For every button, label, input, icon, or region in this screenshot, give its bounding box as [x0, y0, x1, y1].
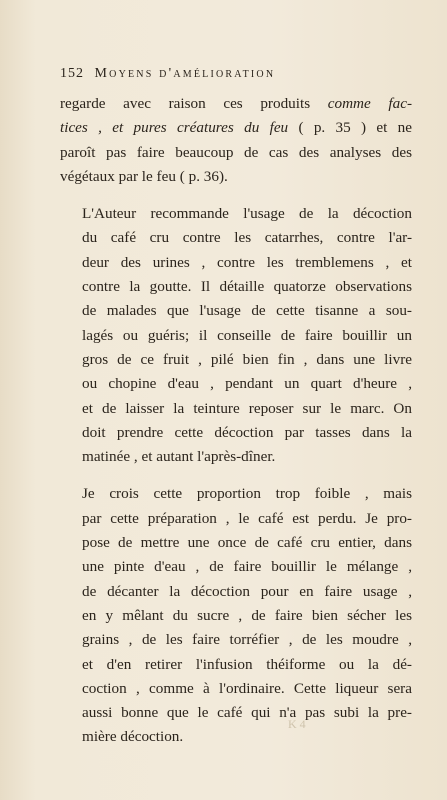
text-line: grains , de les faire torréfier , de les moudre , [82, 631, 412, 649]
text-line: pose de mettre une once de café cru entier, dans [82, 534, 412, 552]
text-line: et d'en retirer l'infusion théiforme ou la dé- [82, 655, 412, 673]
paragraph-3 [60, 482, 412, 749]
text-line: L'Auteur recommande l'usage de la décoction [82, 205, 412, 223]
body-text [60, 92, 412, 750]
text-line: doit prendre cette décoction par tasses dans la [82, 423, 412, 441]
text-line: en y mêlant du sucre , de faire bien sécher les [82, 606, 412, 624]
text-line: matinée , et autant l'après-dîner. [82, 448, 276, 466]
page-number: 152 [60, 66, 84, 81]
text-line: ou chopine d'eau , pendant un quart d'heure , [82, 375, 412, 393]
text-line: du café cru contre les catarrhes, contre l'ar- [82, 229, 412, 247]
italic-phrase: comme fac- [327, 95, 412, 112]
text-line: mière décoction. [82, 728, 184, 746]
text-line: tices , et pures créatures du feu ( p. 35 ) et ne [60, 119, 412, 137]
text-line: de malades que l'usage de cette tisanne a sou- [82, 302, 412, 320]
paragraph-2 [60, 202, 412, 469]
text-line: coction , comme à l'ordinaire. Cette liqueur sera [82, 679, 412, 697]
text-line: végétaux par le feu ( p. 36). [60, 167, 228, 185]
text-line: contre la goutte. Il détaille quatorze observations [82, 278, 412, 296]
text-line: deur des urines , contre les tremblemens , et [82, 253, 412, 271]
text-line: par cette préparation , le café est perdu. Je pro- [82, 509, 412, 527]
text-line: de décanter la décoction pour en faire usage , [82, 582, 412, 600]
text-line: regarde avec raison ces produits comme fac- [60, 95, 412, 112]
text-line: gros de ce fruit , pilé bien fin , dans une livre [82, 350, 412, 368]
text-line: aussi bonne que le café qui n'a pas subi la pre- [82, 704, 412, 722]
text-line: et de laisser la teinture reposer sur le marc. On [82, 399, 412, 417]
paragraph-1 [60, 92, 412, 189]
signature-mark: K 4 [288, 717, 306, 731]
italic-phrase: tices , et pures créatures du feu [60, 119, 289, 137]
text-line: lagés ou guéris; il conseille de faire bouillir un [82, 326, 412, 344]
running-title: Moyens d'amélioration [94, 66, 276, 81]
running-header [60, 66, 390, 82]
text-line: paroît pas faire beaucoup de cas des analyses des [60, 143, 412, 161]
text-line: Je crois cette proportion trop foible , mais [82, 485, 412, 503]
text-line: une pinte d'eau , de faire bouillir le mélange , [82, 558, 412, 576]
